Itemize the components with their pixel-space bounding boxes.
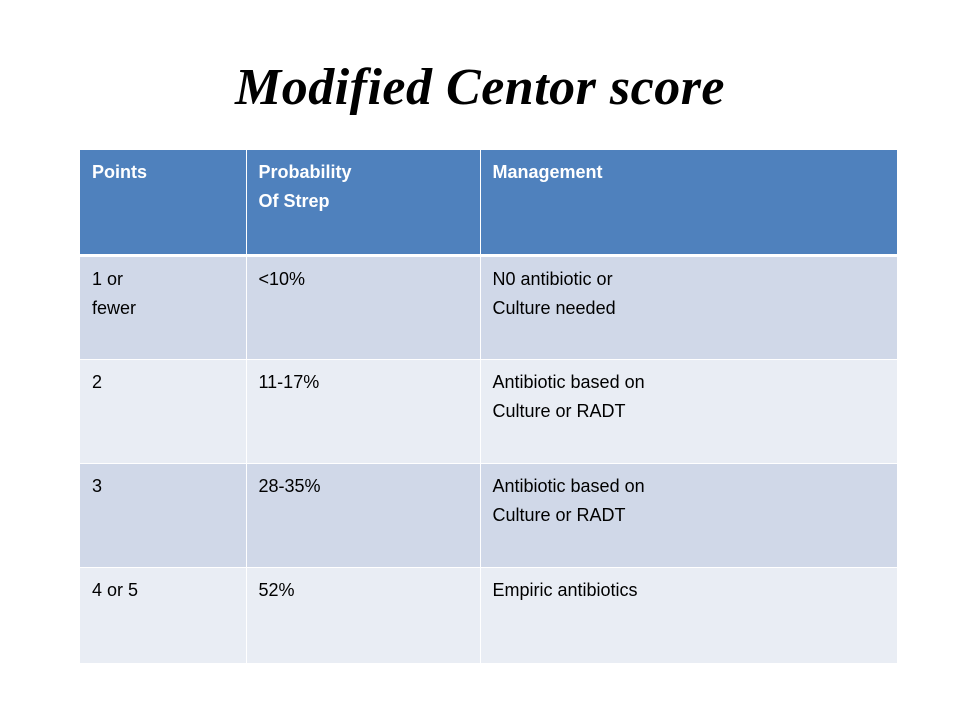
probability-value: 11-17%: [258, 371, 320, 392]
table-row: [80, 255, 897, 359]
table-row: [80, 463, 897, 567]
points-line1: 4 or 5: [92, 579, 139, 600]
slide-title: Modified Centor score: [234, 59, 726, 116]
header-management-label: Management: [492, 162, 603, 182]
probability-value: <10%: [258, 268, 306, 289]
management-line1: Antibiotic based on: [492, 475, 645, 496]
cell-points: [80, 567, 246, 663]
management-line2: Culture needed: [492, 297, 616, 318]
probability-value: 52%: [258, 579, 295, 600]
cell-points: [80, 255, 246, 359]
cell-points: [80, 359, 246, 463]
header-probability-line2: Of Strep: [258, 191, 330, 211]
management-line1: Empiric antibiotics: [492, 579, 638, 600]
header-probability: [246, 150, 480, 255]
cell-probability: [246, 463, 480, 567]
header-points: [80, 150, 246, 255]
cell-probability: [246, 359, 480, 463]
points-line1: 3: [92, 475, 103, 496]
header-points-label: Points: [92, 162, 148, 182]
points-line2: fewer: [92, 297, 137, 318]
points-line1: 1 or: [92, 268, 124, 289]
management-line1: Antibiotic based on: [492, 371, 645, 392]
management-line1: N0 antibiotic or: [492, 268, 613, 289]
table-row: [80, 567, 897, 663]
cell-probability: [246, 567, 480, 663]
cell-management: [480, 463, 897, 567]
cell-points: [80, 463, 246, 567]
centor-score-table: [80, 150, 897, 663]
probability-value: 28-35%: [258, 475, 321, 496]
cell-management: [480, 567, 897, 663]
header-probability-line1: Probability: [258, 162, 352, 182]
cell-management: [480, 359, 897, 463]
cell-probability: [246, 255, 480, 359]
table-row: [80, 359, 897, 463]
management-line2: Culture or RADT: [492, 400, 626, 421]
points-line1: 2: [92, 371, 103, 392]
table-header-row: [80, 150, 897, 255]
header-management: [480, 150, 897, 255]
cell-management: [480, 255, 897, 359]
management-line2: Culture or RADT: [492, 504, 626, 525]
